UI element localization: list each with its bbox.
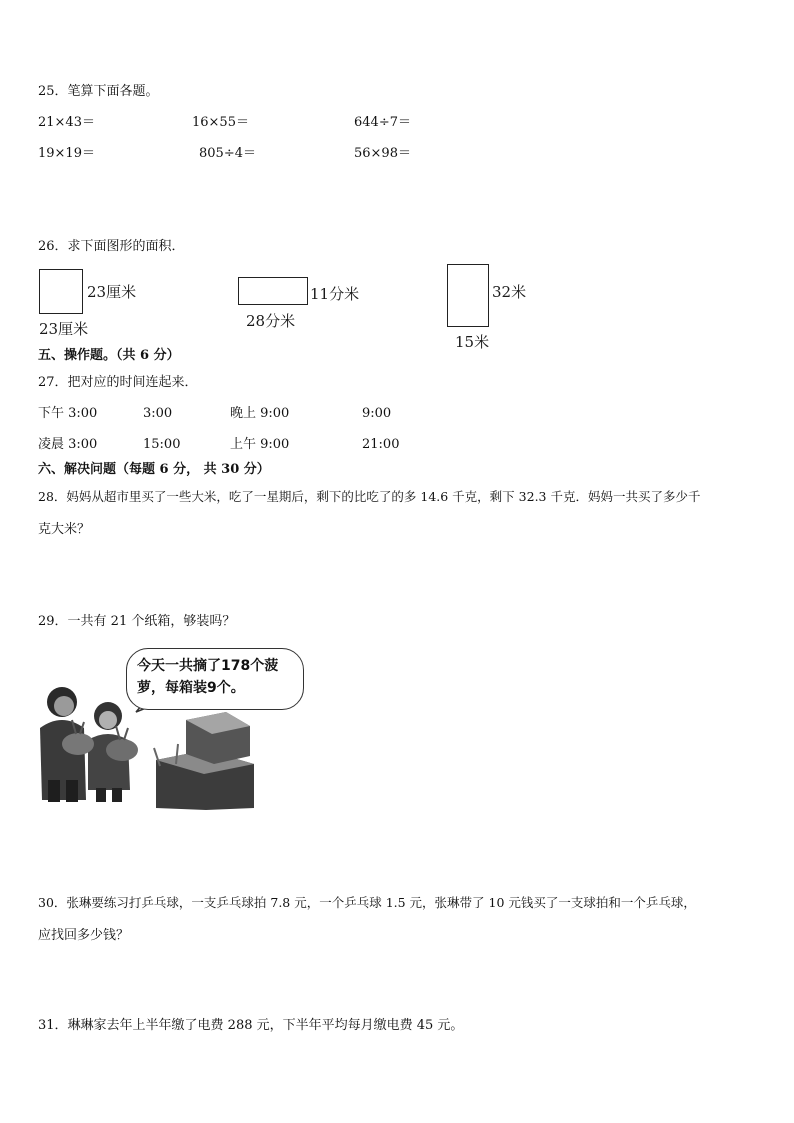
q27-time-8: 21:00 — [362, 437, 400, 452]
tall-rectangle-figure — [447, 264, 489, 327]
speech-bubble — [126, 648, 304, 710]
q27-time-7: 上午 9:00 — [230, 437, 290, 452]
q26-title: 26．求下面图形的面积． — [38, 239, 185, 254]
tall-rectangle-right-label: 32米 — [492, 283, 527, 301]
q27-title: 27．把对应的时间连起来． — [38, 375, 198, 390]
square-right-label: 23厘米 — [87, 283, 137, 301]
q30-line-2: 应找回多少钱？ — [38, 928, 130, 943]
q31-line-1: 31．琳琳家去年上半年缴了电费 288 元，下半年平均每月缴电费 45 元。 — [38, 1018, 464, 1033]
q28-line-1: 28．妈妈从超市里买了一些大米，吃了一星期后，剩下的比吃了的多 14.6 千克，剩下 32.3 千克．妈妈一共买了多少千 — [38, 489, 701, 504]
section-6-heading: 六、解决问题（每题 6 分， 共 30 分） — [38, 462, 270, 477]
wide-rectangle-figure — [238, 277, 308, 305]
q29-title: 29．一共有 21 个纸箱，够装吗？ — [38, 614, 236, 629]
wide-rectangle-bottom-label: 28分米 — [246, 312, 296, 330]
q25-expr-1: 21×43＝ — [38, 115, 95, 130]
q27-time-4: 9:00 — [362, 406, 392, 421]
q25-expr-2: 16×55＝ — [192, 115, 249, 130]
section-5-heading: 五、操作题。（共 6 分） — [38, 348, 180, 363]
q25-expr-5: 805÷4＝ — [199, 146, 256, 161]
q27-time-3: 晚上 9:00 — [230, 406, 290, 421]
speech-bubble-line-2: 萝，每箱装9个。 — [137, 680, 245, 696]
q27-time-1: 下午 3:00 — [38, 406, 98, 421]
q30-line-1: 30．张琳要练习打乒乓球，一支乒乓球拍 7.8 元，一个乒乓球 1.5 元，张琳带了 10 元钱买了一支球拍和一个乒乓球， — [38, 895, 696, 910]
square-bottom-label: 23厘米 — [39, 320, 89, 338]
q25-expr-6: 56×98＝ — [354, 146, 411, 161]
q27-time-6: 15:00 — [143, 437, 181, 452]
square-figure — [39, 269, 83, 314]
q27-time-5: 凌晨 3:00 — [38, 437, 98, 452]
q27-time-2: 3:00 — [143, 406, 173, 421]
q28-line-2: 克大米？ — [38, 522, 91, 537]
q25-expr-4: 19×19＝ — [38, 146, 95, 161]
q25-title: 25．笔算下面各题。 — [38, 84, 159, 99]
speech-bubble-line-1: 今天一共摘了178个菠 — [137, 658, 279, 674]
q25-expr-3: 644÷7＝ — [354, 115, 411, 130]
tall-rectangle-bottom-label: 15米 — [455, 333, 490, 351]
wide-rectangle-right-label: 11分米 — [310, 285, 360, 303]
